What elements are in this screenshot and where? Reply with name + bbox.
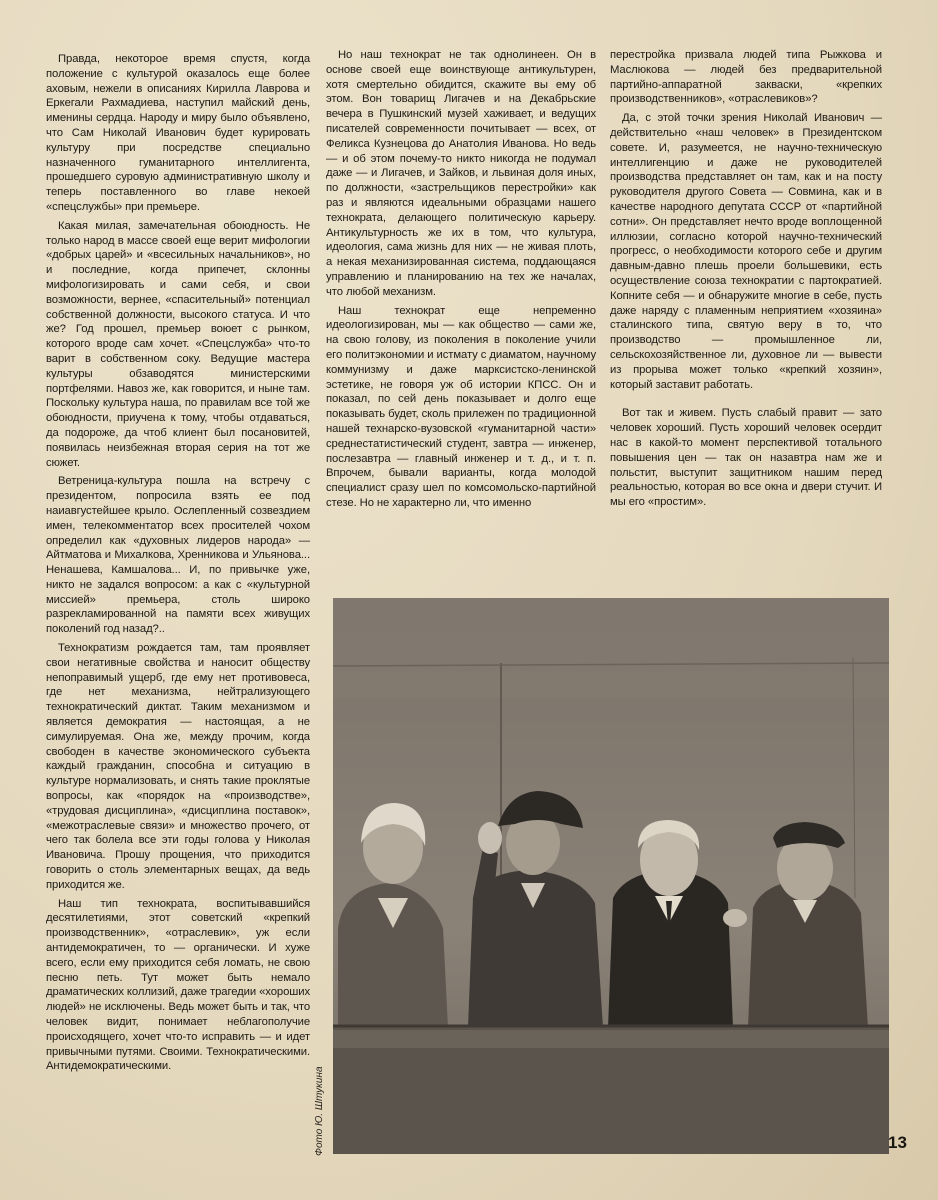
photo-credit: Фото Ю. Штукина (314, 1066, 325, 1156)
paragraph: Какая милая, замечательная обоюдность. Не только народ в массе своей еще верит мифологии «добрых царей» и «всесильных начальников», но и последние, когда припечет, склонны мифологизировать и сами себя, и свои возможности, вернее, «спасительный» потенциал собственной должности, высокого статуса. И что же? Год прошел, премьер воюет с рынком, которого вроде сам хочет. «Спецслужба» что-то варит в собственном соку. Ведущие мастера культуры обзаводятся министерскими портфелями. Навоз же, как говорится, и ныне там. Поскольку культура наша, по правилам все той же обоюдности, приучена к тому, чтобы отдаваться, да подороже, да чтоб клиент был посановитей, появилась неизбежная вторая серия на тот же сюжет. (46, 219, 310, 469)
paragraph: Наш тип технократа, воспитывавшийся десятилетиями, этот советский «крепкий производственник», «отраслевик», уж если антидемократичен, то — органически. И хуже всего, если ему приходится себя ломать, не свою песню петь. Тут может быть немало драматических коллизий, даже трагедии «хороших людей» не исключены. Ведь может быть и так, что человек видит, понимает неблагополучие происходящего, хочет что-то исправить — и идет привычными путями. Своими. Технократическими. Антидемократическими. (46, 897, 310, 1073)
paragraph: перестройка призвала людей типа Рыжкова и Маслюкова — людей без предварительной партийно-аппаратной закваски, «крепких производственников», «отраслевиков»? (610, 49, 882, 106)
article-column-2 (326, 48, 596, 515)
article-column-1 (46, 52, 310, 1078)
paragraph: Вот так и живем. Пусть слабый правит — зато человек хороший. Пусть хороший человек осердит нас в какой-то момент перспективой тотального повышения цен — так он назавтра нам же и польстит, выступит защитником нашим перед реальностью, которая во все окна и двери стучит. И мы его «простим». (610, 407, 882, 509)
news-photo (333, 598, 889, 1154)
paragraph: Технократизм рождается там, там проявляет свои негативные свойства и наносит обществу непоправимый ущерб, где ему нет противовеса, где нет механизма, нейтрализующего технократический диктат. Таким механизмом и является демократия — настоящая, а не симулируемая. Она же, между прочим, когда свободен в качестве экономического субъекта каждый гражданин, способна и ситуацию в культуре нормализовать, и снять такие проклятые вопросы, как «порядок на «производстве», «трудовая дисциплина», «дисциплина поставок», «межотраслевые связи» и множество прочего, от чего так болела все эти годы голова у Николая Ивановича. Прошу прощения, что приходится говорить о столь элементарных вещах, да ведь приходится же. (46, 642, 310, 891)
paragraph: Да, с этой точки зрения Николай Иванович — действительно «наш человек» в Президентском совете. И, разумеется, не научно-техническую интеллигенцию и даже не руководителей производства представляет он там, как и на посту руководителя другого Совета — Совмина, как и в качестве народного депутата СССР от «партийной сотни». Он представляет нечто вроде воплощенной иллюзии, согласно которой научно-технический прогресс, о необходимости которого себе и другим давным-давно плешь проели большевики, есть осуществление союза технократии с партократией. Копните себя — и обнаружите многие в себе, пусть даже наряду с пламенным неприятием «хозяина» сталинского типа, святую веру в то, что производство — промышленное ли, сельскохозяйственное ли, духовное ли — вывести из прорыва может только «крепкий хозяин», который заставит работать. (610, 112, 882, 391)
page-number: 13 (888, 1133, 907, 1152)
photo-image (333, 598, 889, 1154)
article-column-3 (610, 48, 882, 514)
paragraph: Наш технократ еще непременно идеологизирован, мы — как общество — сами же, на свою голову, из поколения в поколение учили его политэкономии и истмату с диаматом, научному коммунизму и даже марксистско-ленинской эстетике, не говоря уж об истории КПСС. Он и показал, по сей день показывает и долго еще показывать будет, сколь прилежен по традиционной нашей технарско-вузовской «гуманитарной части» среднестатистический студент, завтра — инженер, послезавтра — главный инженер и т. д., и т. п. Впрочем, бывали варианты, когда молодой специалист сразу шел по комсомольско-партийной стезе. Но не характерно ли, что именно (326, 304, 596, 509)
paragraph: Но наш технократ не так однолинеен. Он в основе своей еще воинствующе антикультурен, хотя смертельно обидится, скажите вы ему об этом. Вон товарищ Лигачев и на Декабрьские вечера в Пушкинский музей хаживает, и ведущих писателей современности почитывает — всех, от Феликса Кузнецова до Анатолия Иванова. Но ведь — и об этом почему-то никто никогда не подумал даже — и Лигачев, и Зайков, и львиная доля иных, по должности, «застрельщиков перестройки» как раз и являются идеальными образцами нашего технократа, делающего политическую карьеру. Антикультурность же их в том, что культура, идеология, сама жизнь для них — не живая плоть, а некая механизированная система, поддающаяся управлению и планированию на тех же началах, что любой механизм. (326, 49, 596, 298)
paragraph: Правда, некоторое время спустя, когда положение с культурой оказалось еще более аховым, нежели в описаниях Кирилла Лаврова и Еркегали Рахмадиева, наступил майский день, именины сердца. Народу и миру было объявлено, что Сам Николай Иванович будет курировать культуру при посредстве специально назначенного гуманитарного интеллигента, прошедшего суровую административную школу и теперь поставленного во главе некоей «спецслужбы» при премьере. (46, 53, 310, 213)
paragraph: Ветреница-культура пошла на встречу с президентом, попросила взять ее под наиавгустейшее крыло. Ослепленный созвездием имен, телекомментатор всех просителей чохом определил как «духовных лидеров народа» — Айтматова и Михалкова, Хренникова и Ульянова... Ненашева, Камшалова... И, по привычке уже, никто не задался вопросом: а как с «культурной миссией» премьера, столь широко разрекламированной на памяти всех живущих поколений год назад?.. (46, 475, 310, 636)
